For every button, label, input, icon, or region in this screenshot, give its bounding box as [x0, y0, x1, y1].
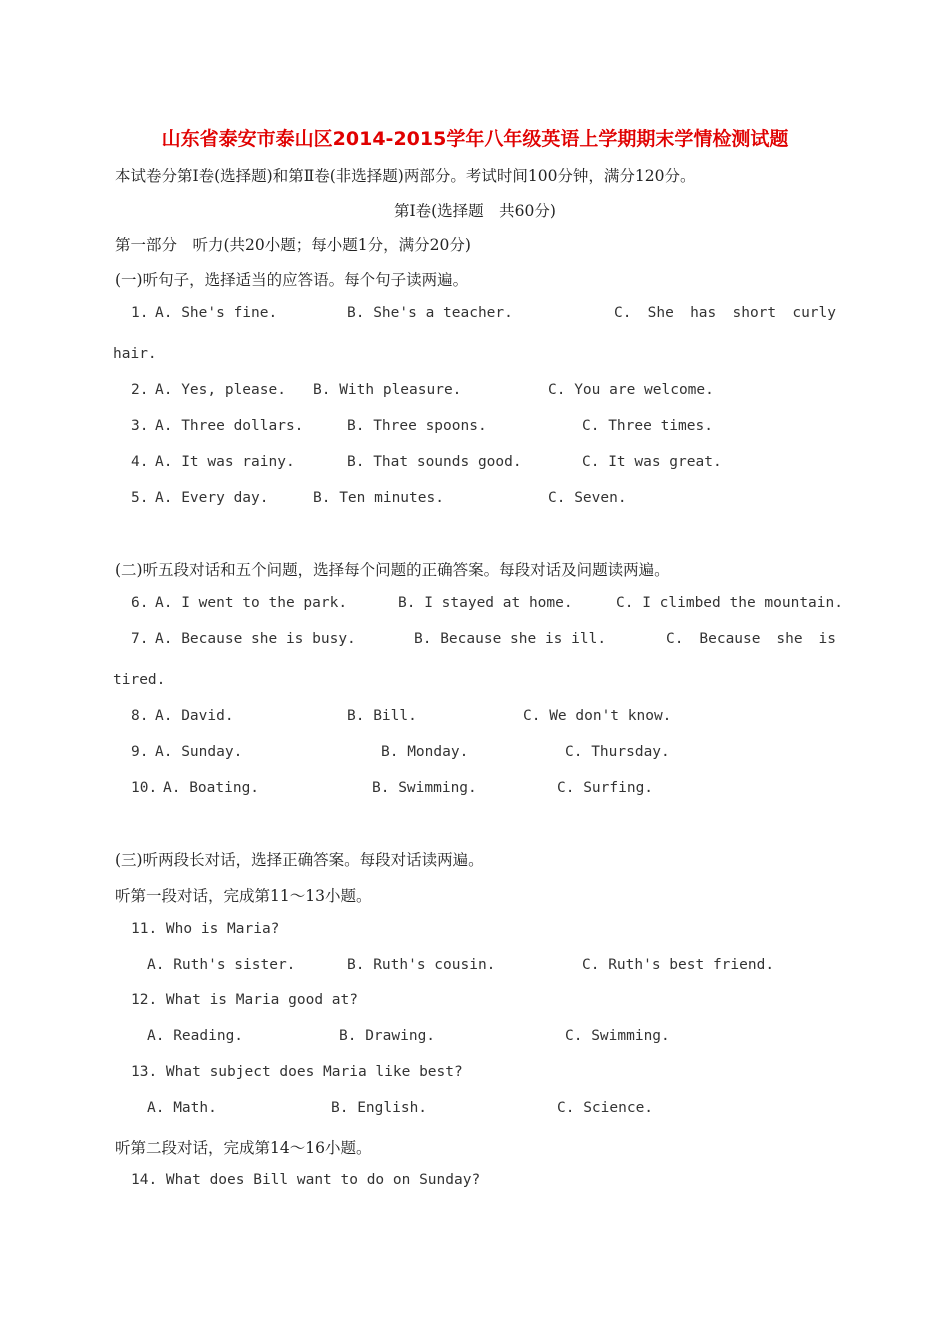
q4-option-c: C. It was great.	[582, 454, 722, 470]
q1-option-b: B. She's a teacher.	[347, 305, 513, 321]
q7-c-word: C.	[666, 631, 684, 647]
q3-option-a: A. Three dollars.	[155, 418, 304, 434]
q3-option-b: B. Three spoons.	[347, 418, 487, 434]
q11-option-c: C. Ruth's best friend.	[582, 957, 775, 973]
exam-title: 山东省泰安市泰山区2014-2015学年八年级英语上学期期末学情检测试题	[161, 128, 789, 150]
q9-option-c: C. Thursday.	[565, 744, 670, 760]
q9-option-a: A. Sunday.	[155, 744, 243, 760]
q1-option-c-continued: hair.	[113, 346, 157, 362]
q2-number: 2.	[131, 382, 149, 398]
q10-option-c: C. Surfing.	[557, 780, 654, 796]
section2-heading: (二)听五段对话和五个问题，选择每个问题的正确答案。每段对话及问题读两遍。	[115, 561, 670, 579]
q7-option-a: A. Because she is busy.	[155, 631, 356, 647]
q8-number: 8.	[131, 708, 149, 724]
q6-option-a: A. I went to the park.	[155, 595, 348, 611]
q7-c-word: Because	[699, 631, 761, 647]
q12-stem: 12. What is Maria good at?	[131, 992, 358, 1008]
q11-option-b: B. Ruth's cousin.	[347, 957, 496, 973]
q12-option-b: B. Drawing.	[339, 1028, 436, 1044]
q5-option-b: B. Ten minutes.	[313, 490, 444, 506]
q4-option-a: A. It was rainy.	[155, 454, 295, 470]
q8-option-b: B. Bill.	[347, 708, 417, 724]
q7-option-c	[666, 631, 836, 647]
q9-option-b: B. Monday.	[381, 744, 469, 760]
section1-heading: (一)听句子，选择适当的应答语。每个句子读两遍。	[115, 271, 469, 289]
q1-option-a: A. She's fine.	[155, 305, 278, 321]
q5-number: 5.	[131, 490, 149, 506]
q1-c-word: has	[690, 305, 717, 321]
q1-c-word: curly	[792, 305, 836, 321]
q3-option-c: C. Three times.	[582, 418, 713, 434]
q2-option-a: A. Yes, please.	[155, 382, 286, 398]
part-one-heading: 第一部分 听力(共20小题；每小题1分，满分20分)	[115, 236, 471, 254]
q2-option-b: B. With pleasure.	[313, 382, 462, 398]
q7-c-word: she	[776, 631, 803, 647]
q11-stem: 11. Who is Maria?	[131, 921, 280, 937]
q2-option-c: C. You are welcome.	[548, 382, 714, 398]
q13-option-c: C. Science.	[557, 1100, 654, 1116]
q9-number: 9.	[131, 744, 149, 760]
q1-c-word: C.	[614, 305, 632, 321]
q13-option-b: B. English.	[331, 1100, 428, 1116]
q7-option-b: B. Because she is ill.	[414, 631, 607, 647]
q4-option-b: B. That sounds good.	[347, 454, 522, 470]
q4-number: 4.	[131, 454, 149, 470]
q8-option-c: C. We don't know.	[523, 708, 672, 724]
q14-stem: 14. What does Bill want to do on Sunday?	[131, 1172, 481, 1188]
q1-number: 1.	[131, 305, 149, 321]
q1-c-word: She	[647, 305, 674, 321]
q7-number: 7.	[131, 631, 149, 647]
q6-option-c: C. I climbed the mountain.	[616, 595, 843, 611]
q7-c-word: is	[818, 631, 836, 647]
q10-option-b: B. Swimming.	[372, 780, 477, 796]
q10-option-a: A. Boating.	[163, 780, 260, 796]
q3-number: 3.	[131, 418, 149, 434]
q6-option-b: B. I stayed at home.	[398, 595, 573, 611]
q1-option-c	[614, 305, 836, 321]
q7-option-c-continued: tired.	[113, 672, 166, 688]
q10-number: 10.	[131, 780, 158, 796]
volume-title: 第Ⅰ卷(选择题 共60分)	[394, 202, 556, 220]
section3-heading: (三)听两段长对话，选择正确答案。每段对话读两遍。	[115, 851, 484, 869]
q5-option-a: A. Every day.	[155, 490, 269, 506]
q8-option-a: A. David.	[155, 708, 234, 724]
q12-option-c: C. Swimming.	[565, 1028, 670, 1044]
q13-stem: 13. What subject does Maria like best?	[131, 1064, 463, 1080]
q1-c-word: short	[732, 305, 777, 321]
q12-option-a: A. Reading.	[147, 1028, 244, 1044]
q6-number: 6.	[131, 595, 149, 611]
dialog1-instruction: 听第一段对话，完成第11～13小题。	[115, 887, 372, 905]
q5-option-c: C. Seven.	[548, 490, 627, 506]
exam-intro: 本试卷分第Ⅰ卷(选择题)和第Ⅱ卷(非选择题)两部分。考试时间100分钟，满分120分。	[115, 167, 696, 185]
q13-option-a: A. Math.	[147, 1100, 217, 1116]
q11-option-a: A. Ruth's sister.	[147, 957, 296, 973]
dialog2-instruction: 听第二段对话，完成第14～16小题。	[115, 1139, 372, 1157]
